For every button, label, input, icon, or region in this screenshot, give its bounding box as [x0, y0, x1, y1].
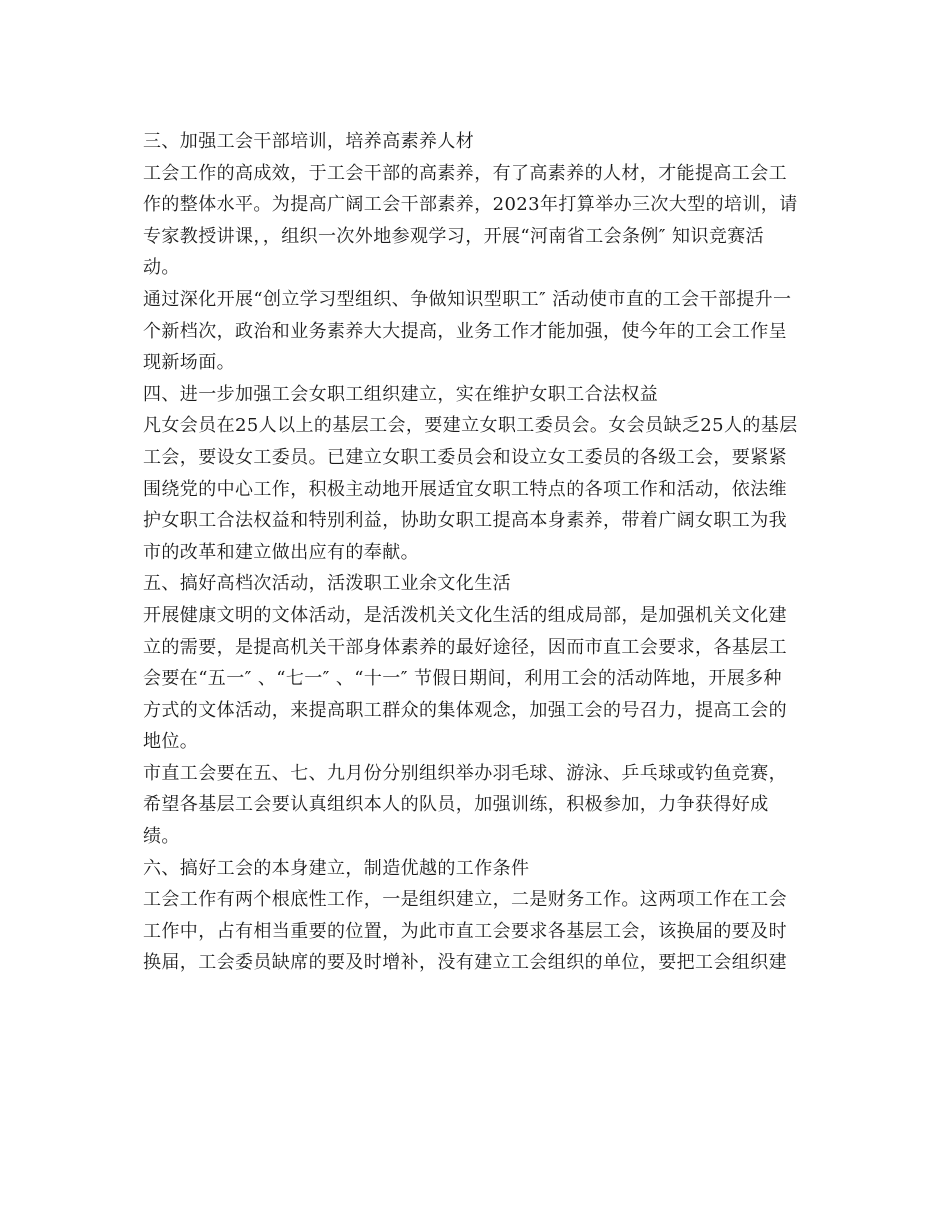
paragraph-line: 作的整体水平。为提高广阔工会干部素养，2023年打算举办三次大型的培训，请 [143, 194, 798, 216]
document-body [143, 126, 807, 979]
paragraph-line: 工会工作有两个根底性工作，一是组织建立，二是财务工作。这两项工作在工会 [143, 889, 787, 911]
paragraph-line: 动。 [143, 257, 180, 279]
paragraph-line: 工会，要设女工委员。已建立女职工委员会和设立女工委员的各级工会，要紧紧 [143, 446, 787, 468]
paragraph-line: 个新档次，政治和业务素养大大提高，业务工作才能加强，使今年的工会工作呈 [143, 320, 787, 342]
paragraph-line: 市直工会要在五、七、九月份分别组织举办羽毛球、游泳、乒乓球或钓鱼竞赛， [143, 762, 787, 784]
paragraph-line: 希望各基层工会要认真组织本人的队员，加强训练，积极参加，力争获得好成 [143, 794, 769, 816]
paragraph-line: 方式的文体活动，来提高职工群众的集体观念，加强工会的号召力，提高工会的 [143, 699, 787, 721]
heading-section-4: 四、进一步加强工会女职工组织建立，实在维护女职工合法权益 [143, 383, 659, 405]
paragraph-line: 凡女会员在25人以上的基层工会，要建立女职工委员会。女会员缺乏25人的基层 [143, 415, 798, 437]
paragraph-line: 现新场面。 [143, 352, 235, 374]
paragraph-line: 工作中，占有相当重要的位置，为此市直工会要求各基层工会，该换届的要及时 [143, 920, 787, 942]
heading-section-3: 三、加强工会干部培训，培养高素养人材 [143, 131, 475, 152]
paragraph-line: 开展健康文明的文体活动，是活泼机关文化生活的组成局部，是加强机关文化建 [143, 604, 787, 626]
heading-section-5: 五、搞好高档次活动，活泼职工业余文化生活 [143, 573, 511, 595]
paragraph-line: 绩。 [143, 826, 180, 848]
paragraph-line: 立的需要，是提高机关干部身体素养的最好途径，因而市直工会要求，各基层工 [143, 636, 787, 658]
paragraph-line: 通过深化开展“创立学习型组织、争做知识型职工″ 活动使市直的工会干部提升一 [143, 288, 792, 310]
paragraph-line: 专家教授讲课，，组织一次外地参观学习，开展“河南省工会条例″ 知识竞赛活 [143, 225, 765, 247]
paragraph-line: 工会工作的高成效，于工会干部的高素养，有了高素养的人材，才能提高工会工 [143, 162, 787, 184]
paragraph-line: 换届，工会委员缺席的要及时增补，没有建立工会组织的单位，要把工会组织建 [143, 952, 787, 974]
paragraph-line: 地位。 [143, 731, 199, 753]
paragraph-line: 护女职工合法权益和特别利益，协助女职工提高本身素养，带着广阔女职工为我 [143, 510, 787, 532]
heading-section-6: 六、搞好工会的本身建立，制造优越的工作条件 [143, 857, 530, 879]
paragraph-line: 会要在“五一″ 、“七一″ 、“十一″ 节假日期间，利用工会的活动阵地，开展多种 [143, 668, 782, 690]
paragraph-line: 市的改革和建立做出应有的奉献。 [143, 541, 419, 563]
paragraph-line: 围绕党的中心工作，积极主动地开展适宜女职工特点的各项工作和活动，依法维 [143, 478, 787, 500]
